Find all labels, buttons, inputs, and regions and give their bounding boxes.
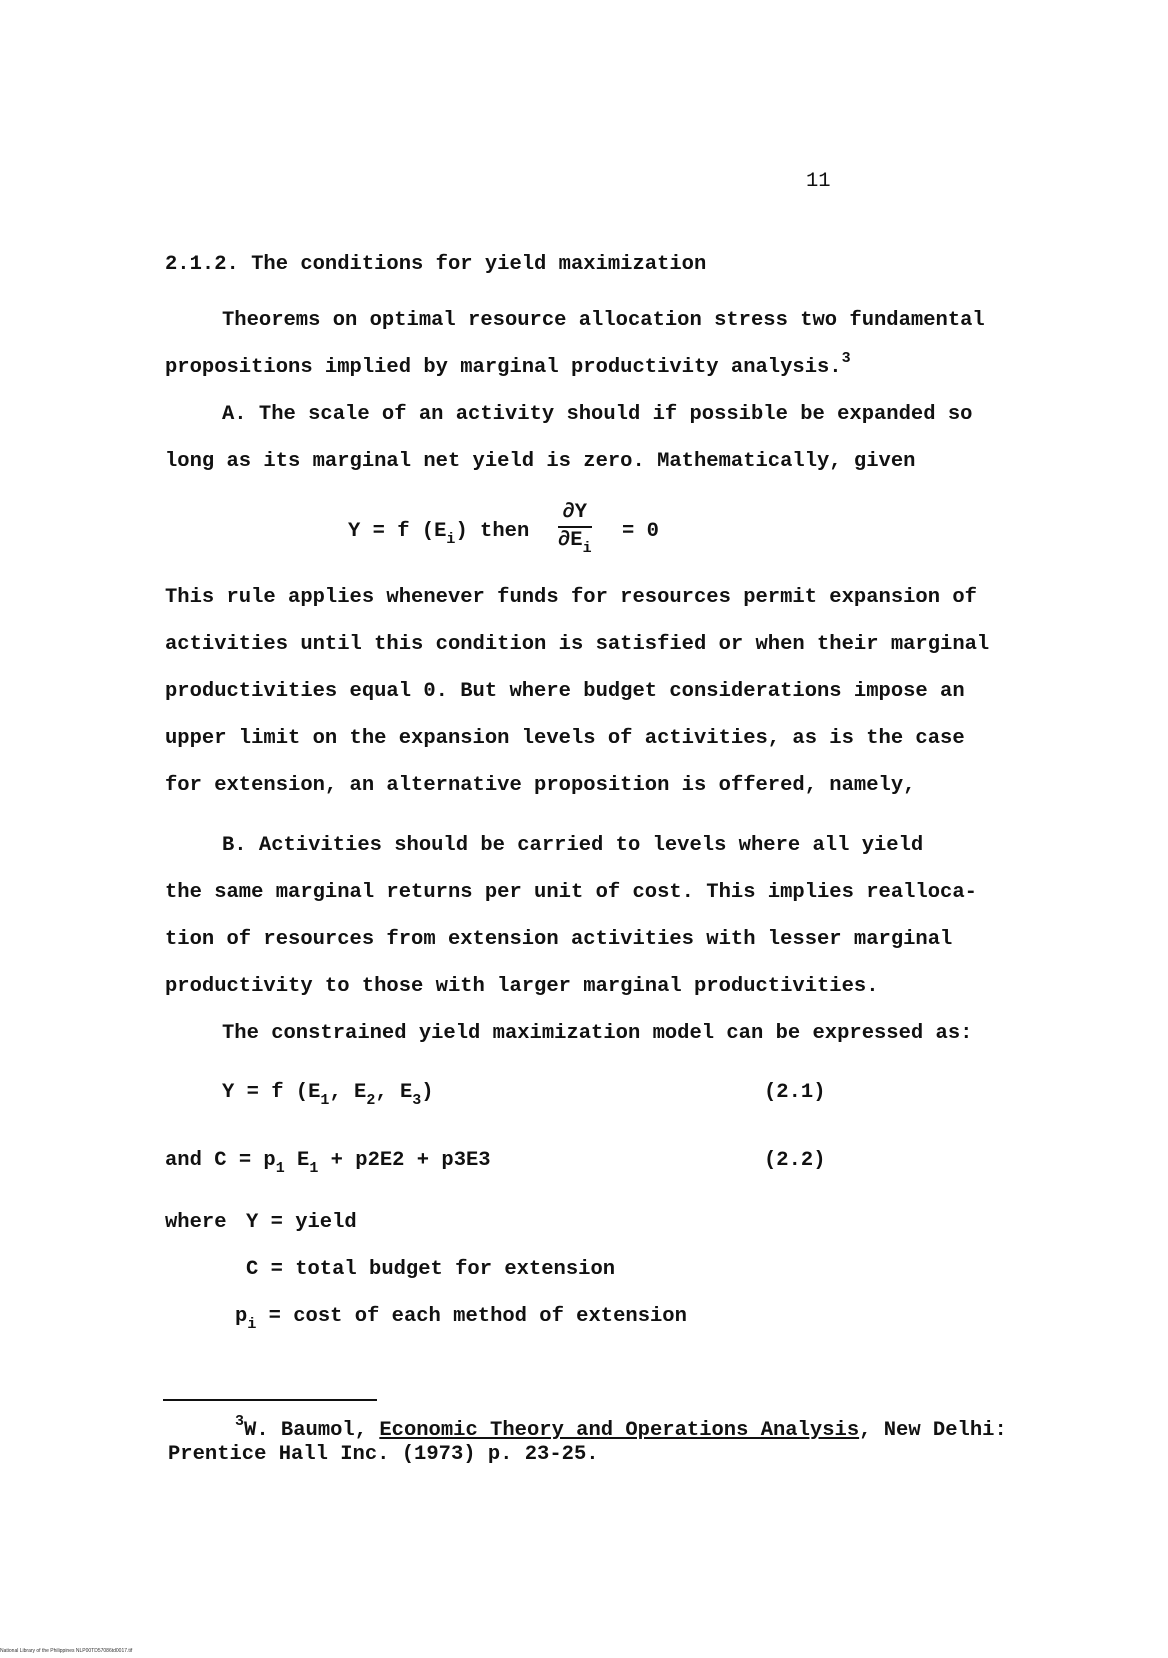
eq2-rest: + p2E2 + p3E3 [318, 1149, 491, 1172]
cost-text: = cost of each method of extension [256, 1305, 687, 1328]
partial-derivative-fraction [558, 500, 592, 555]
definition-where: where [165, 1211, 227, 1234]
definition-cost [235, 1305, 687, 1333]
equation-a-mid: ) then [455, 520, 530, 543]
rule-line-3: productivities equal 0. But where budget considerations impose an [165, 680, 965, 703]
footnote-author: W. Baumol, [244, 1419, 380, 1442]
fraction-denominator-subscript: i [582, 540, 592, 557]
fraction-numerator: ∂Y [558, 500, 592, 528]
rule-line-5: for extension, an alternative proposition is offered, namely, [165, 774, 916, 797]
rule-line-2: activities until this condition is satisfied or when their marginal [165, 633, 990, 656]
eq1-comma-2: , E [375, 1081, 413, 1104]
eq1-sub-1: 1 [320, 1092, 330, 1109]
equation-a-lhs: Y = f (E [348, 520, 447, 543]
page-number: 11 [806, 170, 831, 193]
eq1-close: ) [421, 1081, 434, 1104]
archive-footer: National Library of the Philippines NLP00TD57086td0017.tif [0, 1648, 133, 1654]
rule-line-4: upper limit on the expansion levels of activities, as is the case [165, 727, 965, 750]
equation-2-2 [165, 1149, 491, 1177]
eq2-mid: E [284, 1149, 310, 1172]
section-heading: 2.1.2. The conditions for yield maximization [165, 253, 707, 276]
footnote-line-2: Prentice Hall Inc. (1973) p. 23-25. [168, 1443, 599, 1466]
footnote-reference: 3 [841, 350, 851, 367]
eq1-sub-3: 3 [412, 1092, 422, 1109]
proposition-a-line-2: long as its marginal net yield is zero. Mathematically, given [165, 450, 916, 473]
footnote-divider [163, 1399, 377, 1401]
definition-yield: Y = yield [246, 1211, 357, 1234]
fraction-denominator [558, 529, 592, 557]
intro-line-1: Theorems on optimal resource allocation stress two fundamental [222, 309, 985, 332]
eq1-sub-2: 2 [366, 1092, 376, 1109]
model-intro: The constrained yield maximization model can be expressed as: [222, 1022, 973, 1045]
equation-number-2-1: (2.1) [764, 1081, 826, 1104]
intro-line-2-text: propositions implied by marginal productivity analysis. [165, 356, 842, 379]
footnote-title: Economic Theory and Operations Analysis [379, 1419, 860, 1442]
cost-symbol: p [235, 1305, 248, 1328]
eq2-lead: and [165, 1149, 202, 1172]
fraction-denominator-text: ∂E [558, 529, 583, 552]
footnote-place: , New Delhi: [859, 1419, 1007, 1442]
eq1-prefix: Y = f (E [222, 1081, 321, 1104]
proposition-b-line-2: the same marginal returns per unit of cost. This implies realloca- [165, 881, 977, 904]
proposition-b-line-3: tion of resources from extension activities with lesser marginal [165, 928, 953, 951]
proposition-a-line-1: A. The scale of an activity should if possible be expanded so [222, 403, 973, 426]
intro-line-2 [165, 350, 851, 379]
equation-a-rhs: = 0 [622, 520, 659, 543]
equation-number-2-2: (2.2) [764, 1149, 826, 1172]
eq2-prefix: C = p [214, 1149, 276, 1172]
footnote-marker: 3 [235, 1413, 245, 1430]
cost-subscript: i [247, 1316, 257, 1333]
proposition-b-line-4: productivity to those with larger marginal productivities. [165, 975, 879, 998]
equation-2-1 [222, 1081, 434, 1109]
eq2-sub-1: 1 [275, 1160, 285, 1177]
equation-a-left [348, 520, 530, 548]
definition-budget: C = total budget for extension [246, 1258, 616, 1281]
footnote-line-1 [235, 1413, 1007, 1442]
rule-line-1: This rule applies whenever funds for resources permit expansion of [165, 586, 977, 609]
proposition-b-line-1: B. Activities should be carried to levels where all yield [222, 834, 924, 857]
eq1-comma-1: , E [329, 1081, 367, 1104]
eq2-sub-2: 1 [309, 1160, 319, 1177]
equation-a-subscript: i [446, 531, 456, 548]
